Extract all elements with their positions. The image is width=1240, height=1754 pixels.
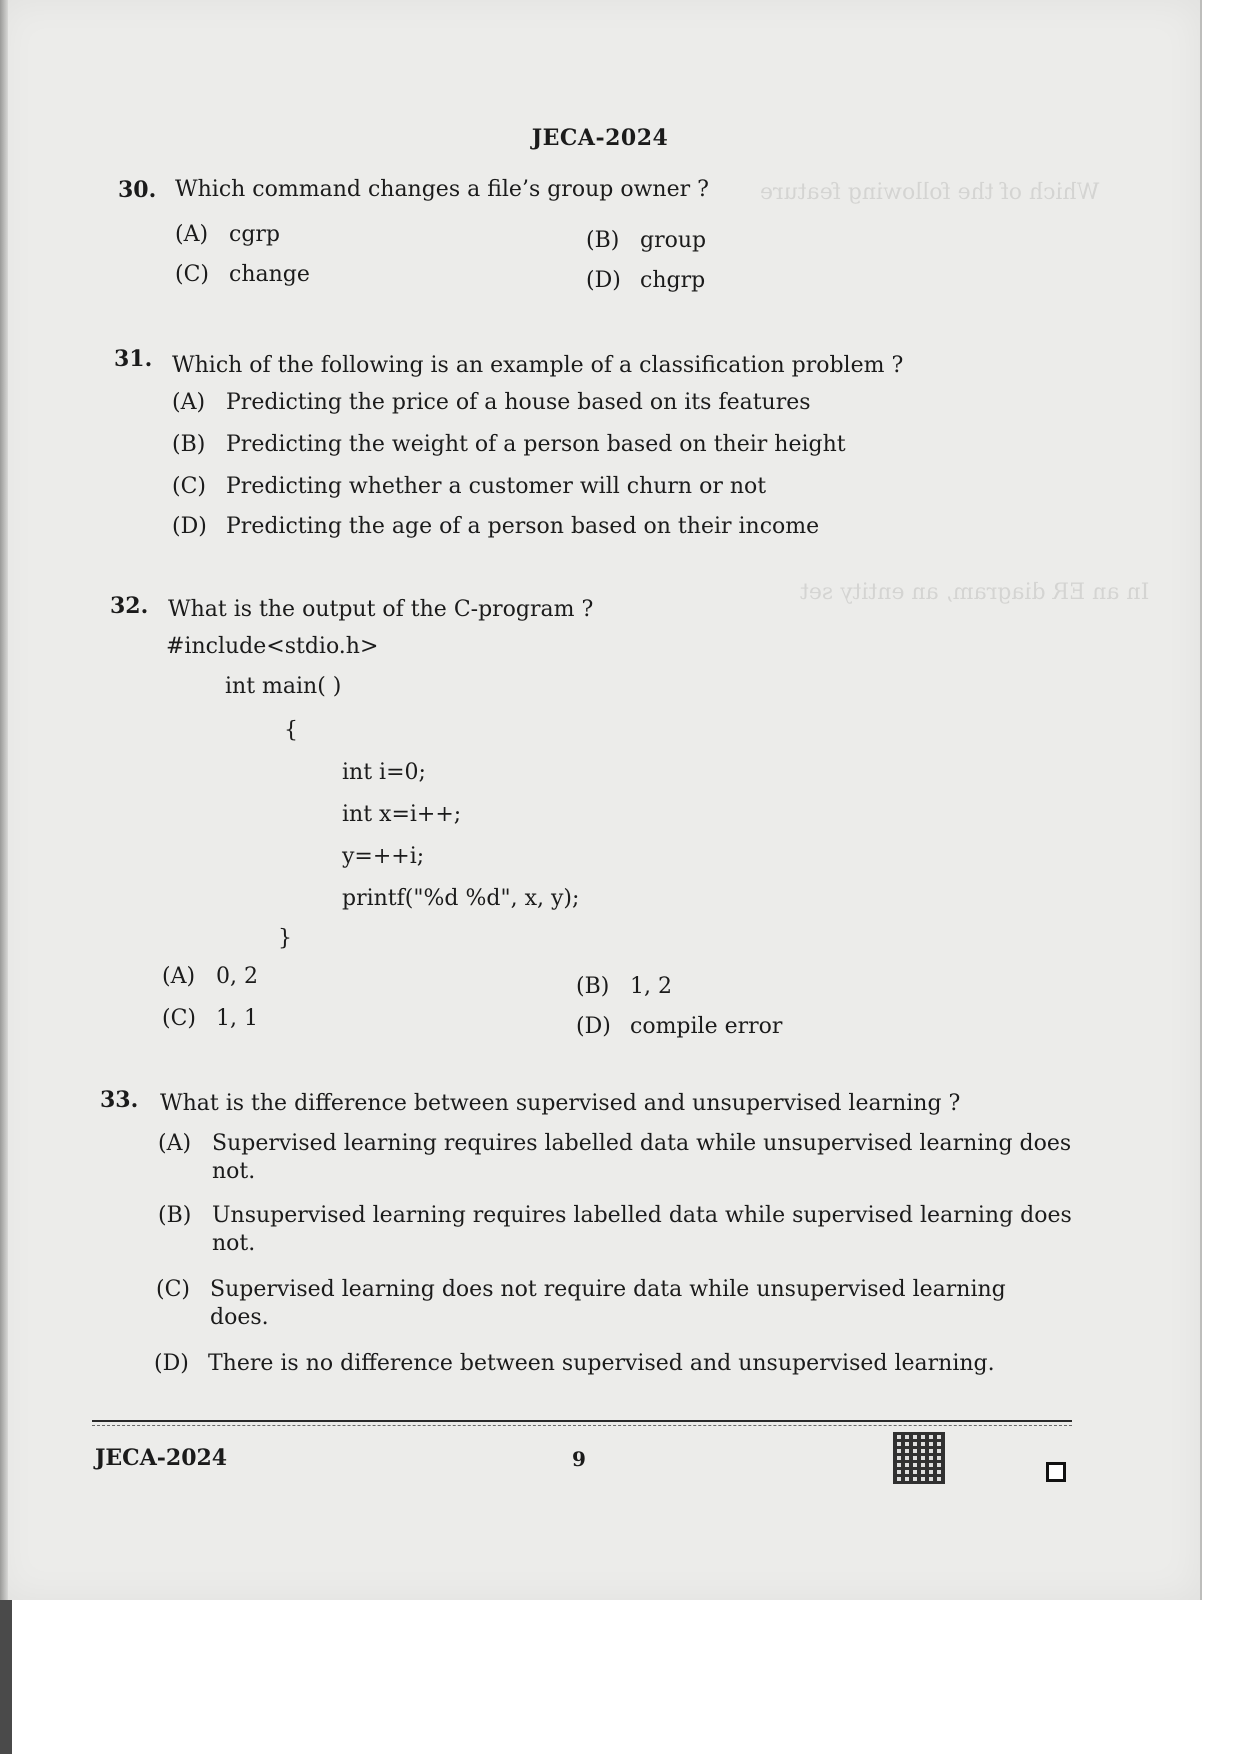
option-c[interactable]: (C) Supervised learning does not require data while unsupervised learning does.: [156, 1277, 1006, 1330]
option-b[interactable]: (B) Unsupervised learning requires labelled data while supervised learning does not.: [158, 1203, 1072, 1256]
option-b[interactable]: (B) 1, 2: [576, 974, 672, 999]
footer-rule: [92, 1420, 1072, 1422]
page-number: 9: [572, 1447, 586, 1471]
option-c[interactable]: (C) 1, 1: [162, 1006, 258, 1031]
qr-code-icon: [893, 1432, 945, 1484]
option-d[interactable]: (D) chgrp: [586, 268, 706, 293]
question-number: 33.: [100, 1087, 139, 1113]
option-d[interactable]: (D) There is no difference between supervised and unsupervised learning.: [154, 1351, 995, 1376]
question-text: Which of the following is an example of a classification problem ?: [172, 353, 904, 378]
footer-code: JECA-2024: [95, 1445, 228, 1471]
bleed-through: In an ER diagram, an entity set: [800, 580, 1150, 605]
scan-edge: [0, 0, 8, 1600]
option-a[interactable]: (A) Predicting the price of a house based on its features: [172, 390, 811, 415]
code-line: printf("%d %d", x, y);: [342, 886, 580, 911]
option-d[interactable]: (D) compile error: [576, 1014, 783, 1039]
footer-rule-dashed: [92, 1425, 1072, 1426]
question-text: What is the output of the C-program ?: [168, 597, 594, 622]
option-a[interactable]: (A) Supervised learning requires labelled data while unsupervised learning does not.: [158, 1131, 1072, 1184]
question-text: Which command changes a file’s group owner ?: [175, 177, 709, 202]
option-a[interactable]: (A) cgrp: [175, 222, 281, 247]
code-line: int main( ): [225, 674, 342, 699]
code-line: {: [284, 718, 298, 743]
question-text: What is the difference between supervised and unsupervised learning ?: [160, 1091, 961, 1116]
option-d[interactable]: (D) Predicting the age of a person based on their income: [172, 514, 820, 539]
code-line: }: [278, 926, 292, 951]
question-number: 31.: [114, 346, 153, 372]
code-line: int x=i++;: [342, 802, 462, 827]
question-number: 32.: [110, 593, 149, 619]
square-mark-icon: [1046, 1462, 1066, 1482]
option-b[interactable]: (B) group: [586, 228, 707, 253]
code-line: int i=0;: [342, 760, 426, 785]
code-line: #include<stdio.h>: [166, 634, 379, 659]
page-header: JECA-2024: [531, 125, 669, 151]
code-line: y=++i;: [342, 844, 425, 869]
option-c[interactable]: (C) Predicting whether a customer will churn or not: [172, 474, 767, 499]
option-c[interactable]: (C) change: [175, 262, 310, 287]
scan-edge-dark: [0, 1600, 12, 1754]
option-b[interactable]: (B) Predicting the weight of a person based on their height: [172, 432, 846, 457]
option-a[interactable]: (A) 0, 2: [162, 964, 258, 989]
question-number: 30.: [118, 177, 157, 203]
bleed-through: Which of the following feature: [760, 180, 1100, 205]
